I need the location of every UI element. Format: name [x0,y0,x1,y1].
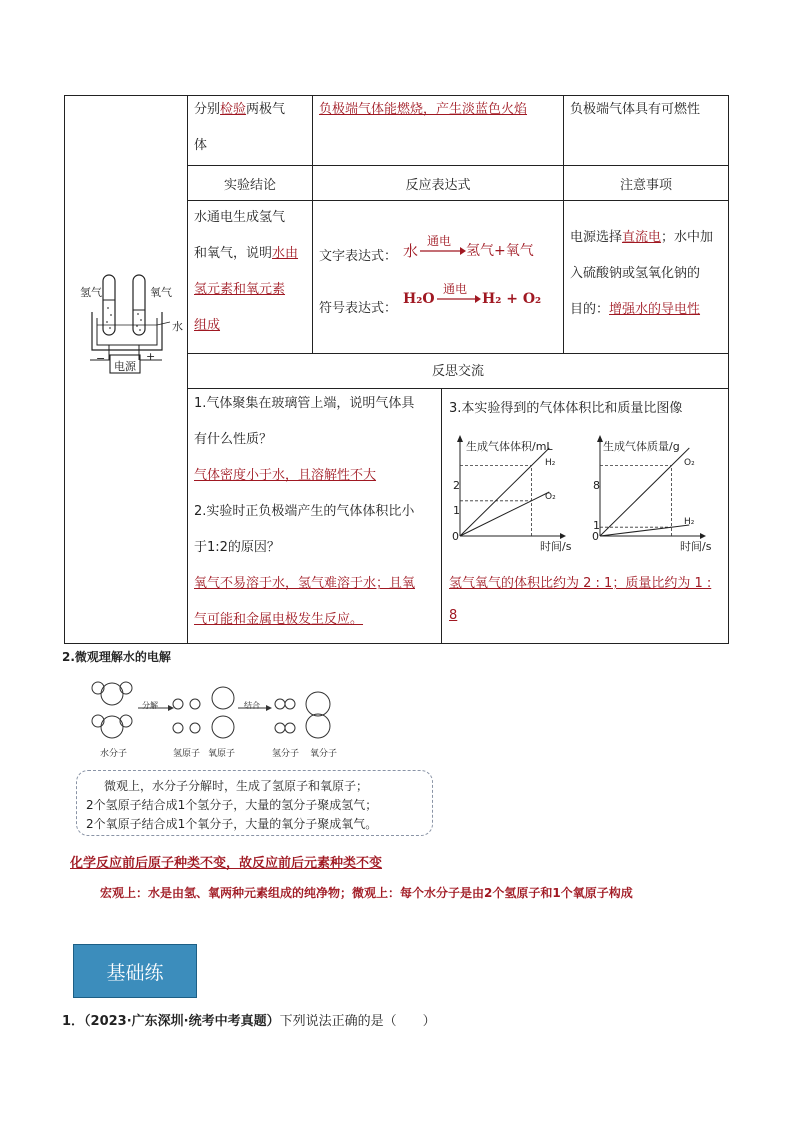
word-reactant: 水 [403,242,419,260]
row1-col2: 负极端气体能燃烧，产生淡蓝色火焰 [319,102,528,117]
conclusion-cell: 水通电生成氢气 和氧气，说明水由 氢元素和氧元素 组成 [194,210,299,333]
mass-chart-ylabel: 生成气体质量/g [603,440,680,453]
mass-chart-origin: 0 [592,530,599,543]
word-expression-label: 文字表达式： [319,249,398,264]
micro-heading: 2.微观理解水的电解 [62,650,171,664]
series-line-1 [600,525,689,536]
row1-col1: 分别检验两极气 体 [194,102,286,153]
mass-chart-series-o2: O₂ [684,458,695,468]
reflection-left: 1.气体聚集在玻璃管上端，说明气体具 有什么性质？ 气体密度小于水，且溶解性不大 2.实验时正负极端产生的气体体积比小 于1:2的原因？ 氧气不易溶于水，氢气难溶于水；且氧 气可能和金属电极发生反应。 [194,396,416,627]
arrow-decompose-label: 分解 [142,701,158,710]
micro-conclusion-1: 化学反应前后原子种类不变，故反应前后元素种类不变 [70,856,383,871]
plus-sign: + [146,350,156,363]
volume-chart-ytick-1: 1 [453,504,460,517]
reflection-answer: 氢气氧气的体积比约为 2 : 1；质量比约为 1 : 8 [449,576,712,623]
label-h-molecule: 氢分子 [272,749,300,759]
notes-cell: 电源选择直流电；水中加 入硫酸钠或氢氧化钠的 目的：增强水的导电性 [570,230,714,317]
o2-label: 氧气 [150,286,172,299]
header-notes: 注意事项 [619,178,672,193]
mass-chart-xlabel: 时间/s [680,540,712,553]
label-o-atom: 氧原子 [208,749,236,759]
symbol-expression-label: 符号表达式： [319,301,398,316]
word-condition: 通电 [427,234,452,248]
volume-chart-ylabel: 生成气体体积/mL [466,440,553,453]
mass-chart-series-h2: H₂ [684,517,695,527]
section-title: 基础练 [106,961,164,984]
reflection-title: 反思交流 [431,364,484,379]
h2-label: 氢气 [80,286,102,299]
water-o-atom-1 [101,683,123,705]
series-line-1 [460,492,549,536]
volume-chart-xlabel: 时间/s [540,540,572,553]
arrow-combine-label: 结合 [244,701,260,710]
word-arrow [420,246,466,256]
header-expression: 反应表达式 [405,178,471,193]
mass-chart-ytick-8: 8 [593,479,600,492]
section-banner [73,944,197,998]
series-line-0 [600,448,689,536]
volume-chart-origin: 0 [452,530,459,543]
symbol-arrow [437,294,481,304]
volume-chart-ytick-2: 2 [453,479,460,492]
label-h-atom: 氢原子 [173,749,201,759]
water-o-atom-2 [101,716,123,738]
label-water-molecule: 水分子 [100,749,128,759]
mass-chart-ytick-1: 1 [593,519,600,532]
series-line-0 [460,448,549,536]
micro-explanation-text: 微观上，水分子分解时，生成了氢原子和氧原子； 2个氢原子结合成1个氢分子，大量的氢分子聚成氢气； 2个氧原子结合成1个氧分子，大量的氧分子聚成氧气。 [86,779,378,831]
row1-col3: 负极端气体具有可燃性 [570,102,701,117]
label-o-molecule: 氧分子 [310,749,338,759]
minus-sign: − [96,352,106,365]
symbol-product: H₂ + O₂ [482,291,542,307]
reflection-q3: 3.本实验得到的气体体积比和质量比图像 [449,401,683,416]
volume-chart-series-o2: O₂ [545,492,556,502]
symbol-condition: 通电 [443,282,468,296]
question-1: 1．（2023·广东深圳·统考中考真题）下列说法正确的是（ ） [62,1014,436,1029]
volume-chart-series-h2: H₂ [545,458,556,468]
word-product: 氢气+氧气 [466,243,534,259]
symbol-reactant: H₂O [403,291,435,307]
power-label: 电源 [114,360,136,373]
micro-conclusion-2: 宏观上：水是由氢、氧两种元素组成的纯净物；微观上：每个水分子是由2个氢原子和1个氧原子构成 [100,886,633,900]
water-label: 水 [172,320,183,333]
header-conclusion: 实验结论 [223,178,276,193]
